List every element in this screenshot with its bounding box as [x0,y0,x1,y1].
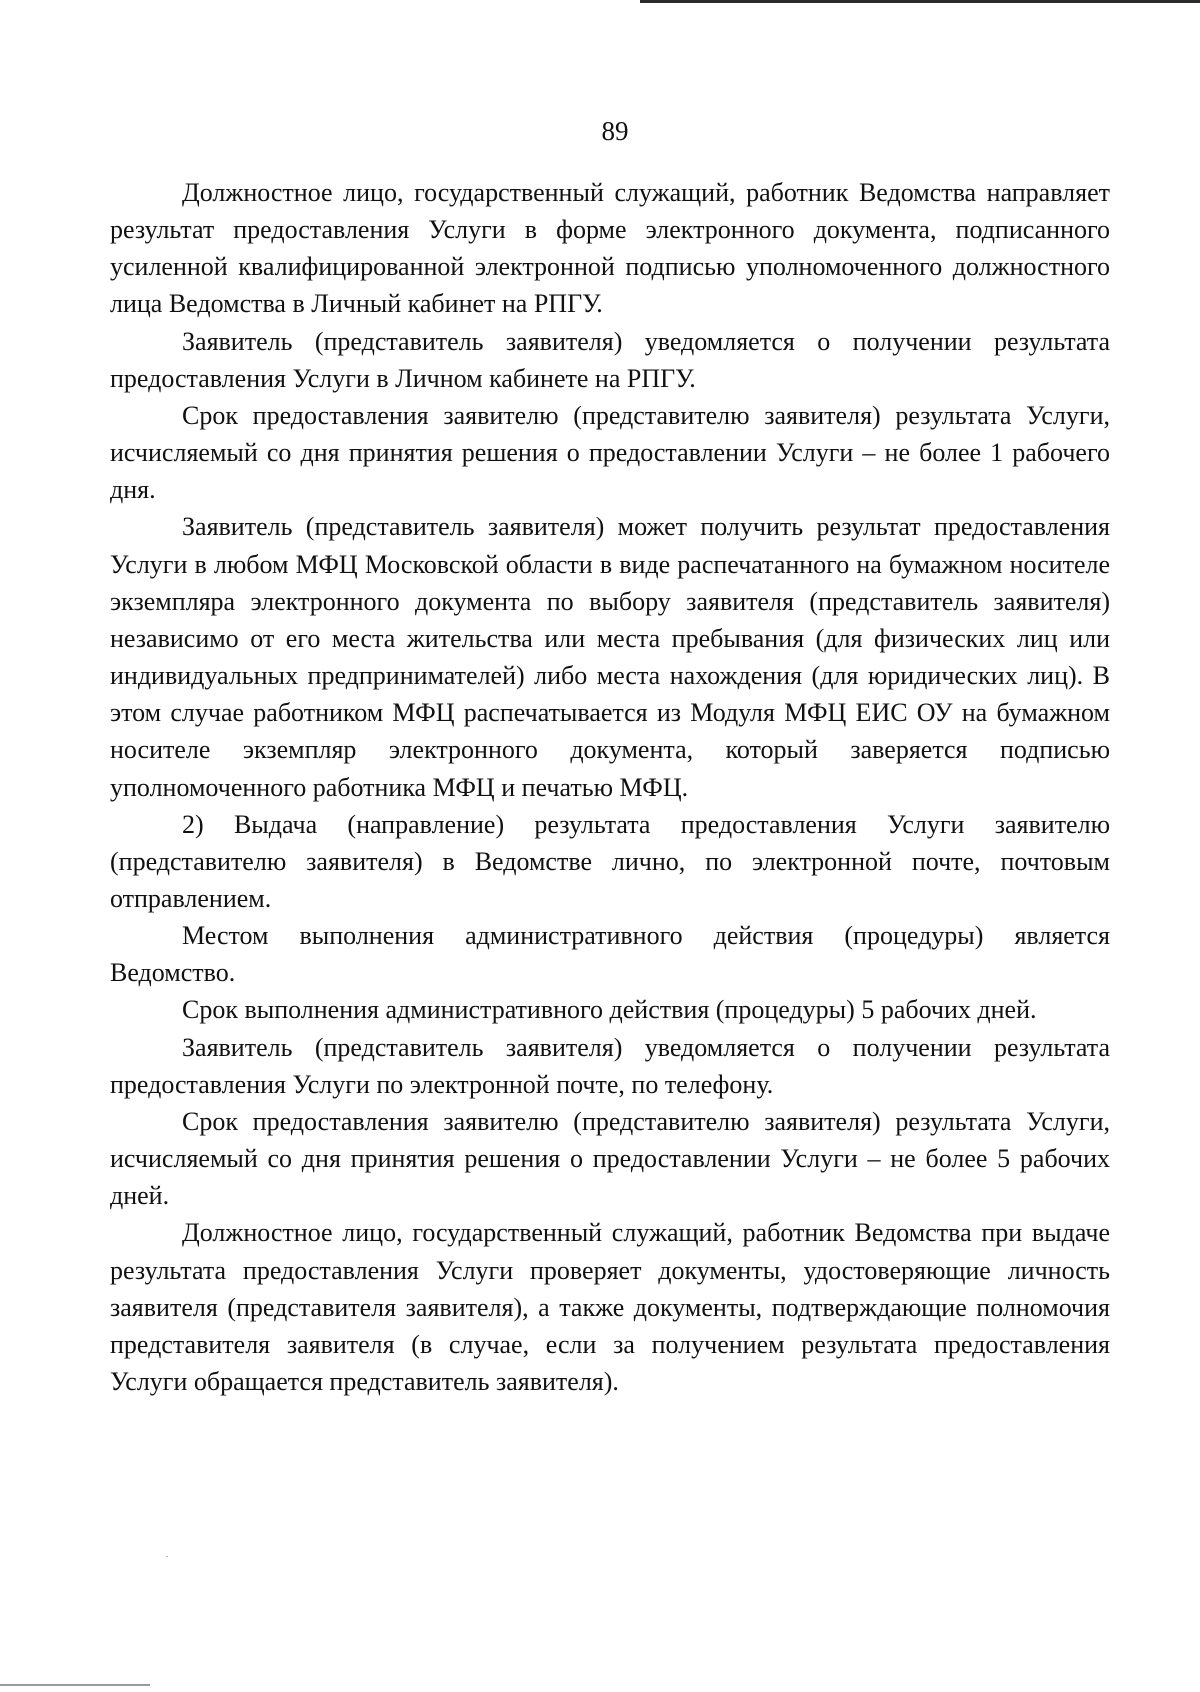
document-body [110,174,1110,1400]
paragraph: Заявитель (представитель заявителя) уведомляется о получении результата предоставления Услуги в Личном кабинете на РПГУ. [110,326,1110,393]
paragraph: 2) Выдача (направление) результата предоставления Услуги заявителю (представителю заявителя) в Ведомстве лично, по электронной почте, почтовым отправлением. [110,809,1110,913]
paragraph: Срок выполнения административного действия (процедуры) 5 рабочих дней. [182,995,1037,1025]
paragraph: Местом выполнения административного действия (процедуры) является Ведомство. [110,921,1110,988]
scan-speck [166,1556,168,1557]
scan-edge-top [640,0,1200,3]
paragraph: Срок предоставления заявителю (представителю заявителя) результата Услуги, исчисляемый со дня принятия решения о предоставлении Услуги – не более 5 рабочих дней. [110,1106,1110,1211]
paragraph: Заявитель (представитель заявителя) уведомляется о получении результата предоставления Услуги по электронной почте, по телефону. [110,1032,1110,1099]
paragraph: Должностное лицо, государственный служащий, работник Ведомства направляет результат предоставления Услуги в форме электронного документа, подписанного усиленной квалифицированной электронной подписью уполномоченного должностного лица Ведомства в Личный кабинет на РПГУ. [110,178,1110,319]
page-number: 89 [601,116,629,146]
paragraph: Заявитель (представитель заявителя) может получить результат предоставления Услуги в любом МФЦ Московской области в виде распечатанного на бумажном носителе экземпляра электронного документа по выбору заявителя (представитель заявителя) независимо от его места жительства или места пребывания (для физических лиц или индивидуальных предпринимателей) либо места нахождения (для юридических лиц). В этом случае работником МФЦ распечатывается из Модуля МФЦ ЕИС ОУ на бумажном носителе экземпляр электронного документа, который заверяется подписью уполномоченного работника МФЦ и печатью МФЦ. [110,512,1110,802]
paragraph: Срок предоставления заявителю (представителю заявителя) результата Услуги, исчисляемый со дня принятия решения о предоставлении Услуги – не более 1 рабочего дня. [110,400,1110,505]
paragraph: Должностное лицо, государственный служащий, работник Ведомства при выдаче результата предоставления Услуги проверяет документы, удостоверяющие личность заявителя (представителя заявителя), а также документы, подтверждающие полномочия представителя заявителя (в случае, если за получением результата предоставления Услуги обращается представитель заявителя). [110,1218,1110,1396]
scan-edge-bottom [0,1684,150,1686]
